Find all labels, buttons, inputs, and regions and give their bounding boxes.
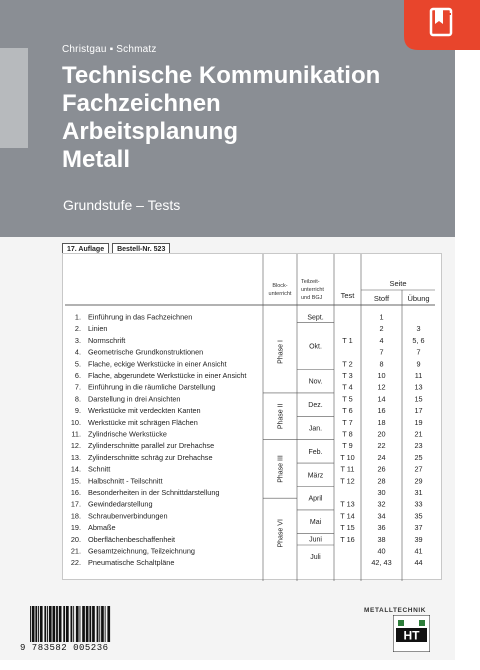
row-topic: Pneumatische Schaltpläne: [88, 558, 175, 568]
row-test: T 11: [340, 464, 355, 474]
barcode-bar: [47, 606, 48, 642]
barcode-bar: [40, 606, 43, 642]
book-title: [62, 62, 380, 174]
row-stoff: 8: [379, 359, 384, 369]
row-stoff: 2: [379, 324, 384, 334]
barcode-bar: [76, 606, 79, 642]
row-stoff: 38: [377, 534, 386, 544]
row-number: 14.: [70, 464, 81, 474]
row-uebung: 3: [416, 324, 421, 334]
header-seite: Seite: [389, 279, 407, 288]
row-uebung: 15: [414, 394, 423, 404]
barcode-bar: [30, 606, 31, 642]
barcode-bar: [97, 606, 99, 642]
publisher-logo-icon: [393, 615, 430, 652]
row-uebung: 21: [414, 429, 423, 439]
row-stoff: 18: [377, 417, 386, 427]
book-authors: Christgau ▪ Schmatz: [62, 44, 157, 55]
row-uebung: 13: [414, 382, 423, 392]
row-test: T 10: [340, 452, 355, 462]
row-uebung: 29: [414, 476, 423, 486]
row-uebung: 44: [414, 558, 423, 568]
row-topic: Schnitt: [88, 464, 111, 474]
row-stoff: 7: [379, 347, 384, 357]
contents-table: [62, 253, 442, 580]
barcode-bar: [80, 606, 81, 642]
header-teilzeit: unterricht: [301, 287, 324, 293]
row-number: 12.: [70, 441, 81, 451]
title-line: Technische Kommunikation: [62, 62, 381, 89]
month-label: Feb.: [308, 448, 323, 456]
row-test: T 15: [340, 523, 355, 533]
row-uebung: 37: [414, 523, 423, 533]
row-number: 19.: [70, 523, 81, 533]
month-label: April: [308, 495, 323, 503]
reader-share-icon[interactable]: [404, 0, 480, 50]
row-topic: Darstellung in drei Ansichten: [88, 394, 181, 404]
row-topic: Gesamtzeichnung, Teilzeichnung: [88, 546, 195, 556]
barcode-bar: [101, 606, 104, 642]
row-number: 7.: [74, 382, 81, 392]
row-uebung: 23: [414, 441, 423, 451]
month-label: März: [307, 472, 324, 480]
row-topic: Werkstücke mit schrägen Flächen: [88, 417, 198, 427]
row-uebung: 7: [416, 347, 421, 357]
row-number: 22.: [70, 558, 81, 568]
row-uebung: 35: [414, 511, 423, 521]
row-topic: Gewindedarstellung: [88, 499, 153, 509]
phase-label: Phase II: [277, 403, 285, 430]
row-uebung: 17: [414, 406, 423, 416]
month-label: Juni: [309, 536, 322, 544]
row-number: 5.: [74, 359, 81, 369]
row-stoff: 14: [377, 394, 386, 404]
edition-badge: 17. Auflage: [62, 243, 109, 256]
row-test: T 13: [340, 499, 355, 509]
row-stoff: 16: [377, 406, 386, 416]
title-line: Arbeitsplanung: [62, 118, 239, 145]
header-teilzeit: Teilzeit-: [301, 279, 320, 285]
phase-label: Phase I: [277, 340, 285, 364]
barcode-bar: [89, 606, 91, 642]
barcode-bar: [82, 606, 85, 642]
row-topic: Flache, eckige Werkstücke in einer Ansicht: [88, 359, 227, 369]
row-number: 2.: [74, 324, 81, 334]
row-stoff: 30: [377, 488, 386, 497]
row-topic: Halbschnitt - Teilschnitt: [88, 476, 163, 486]
barcode-bar: [105, 606, 106, 642]
row-uebung: 25: [414, 452, 423, 462]
barcode-bar: [44, 606, 46, 642]
barcode-bar: [66, 606, 69, 642]
barcode-bar: [38, 606, 39, 642]
barcode-bar: [71, 606, 73, 642]
row-stoff: 28: [377, 476, 386, 486]
row-number: 10.: [70, 417, 81, 427]
row-stoff: 26: [377, 464, 386, 474]
row-number: 4.: [74, 347, 81, 357]
row-topic: Schraubenverbindungen: [88, 511, 168, 521]
month-label: Dez.: [308, 402, 323, 410]
row-topic: Geometrische Grundkonstruktionen: [88, 347, 204, 357]
header-block: unterricht: [268, 291, 292, 297]
row-test: T 6: [342, 406, 353, 416]
header-test: Test: [340, 291, 355, 300]
barcode-bar: [92, 606, 95, 642]
barcode-bar: [73, 606, 74, 642]
row-stoff: 4: [379, 335, 384, 345]
month-label: Nov.: [308, 378, 323, 386]
row-stoff: 34: [377, 511, 386, 521]
row-test: T 2: [342, 359, 353, 369]
row-test: T 14: [340, 511, 355, 521]
row-test: T 8: [342, 429, 353, 439]
row-number: 8.: [74, 394, 81, 404]
row-topic: Zylindrische Werkstücke: [88, 429, 167, 439]
row-test: T 4: [342, 382, 353, 392]
barcode-bar: [63, 606, 65, 642]
row-number: 21.: [70, 546, 81, 556]
phase-label: Phase VI: [277, 519, 285, 548]
row-topic: Werkstücke mit verdeckten Kanten: [88, 406, 201, 416]
barcode-bar: [56, 606, 58, 642]
row-number: 15.: [70, 476, 81, 486]
order-number-badge: Bestell-Nr. 523: [112, 243, 170, 256]
title-line: Metall: [62, 146, 131, 173]
barcode-bar: [53, 606, 56, 642]
row-uebung: 9: [416, 359, 421, 369]
row-number: 16.: [70, 488, 81, 497]
month-label: Jan.: [308, 425, 323, 433]
row-topic: Abmaße: [88, 523, 116, 533]
row-stoff: 40: [377, 546, 386, 556]
row-uebung: 19: [414, 417, 423, 427]
barcode: [28, 606, 134, 642]
barcode-bar: [35, 606, 37, 642]
title-line: Fachzeichnen: [62, 90, 221, 117]
row-stoff: 22: [377, 441, 386, 451]
barcode-bar: [99, 606, 100, 642]
row-stoff: 36: [377, 523, 386, 533]
row-topic: Linien: [88, 324, 108, 334]
row-test: T 7: [342, 417, 353, 427]
row-test: T 3: [342, 371, 353, 380]
logo-text: HT: [403, 628, 420, 643]
row-uebung: 33: [414, 499, 423, 509]
month-label: Sept.: [307, 314, 324, 322]
barcode-bar: [86, 606, 89, 642]
row-topic: Einführung in das Fachzeichnen: [88, 312, 193, 322]
row-test: T 16: [340, 534, 355, 544]
row-number: 20.: [70, 534, 81, 544]
row-number: 6.: [74, 371, 81, 380]
month-label: Mai: [309, 519, 322, 527]
header-uebung: Übung: [407, 294, 430, 303]
header-stoff: Stoff: [373, 294, 390, 303]
row-stoff: 1: [379, 312, 384, 322]
row-uebung: 31: [414, 488, 423, 497]
row-stoff: 12: [377, 382, 386, 392]
row-uebung: 41: [414, 546, 423, 556]
barcode-bar: [59, 606, 62, 642]
row-topic: Einführung in die räumliche Darstellung: [88, 382, 216, 392]
row-number: 18.: [70, 511, 81, 521]
month-label: Okt.: [309, 343, 322, 351]
row-number: 17.: [70, 499, 81, 509]
cover-accent-strip: [0, 48, 28, 148]
row-stoff: 10: [377, 371, 386, 380]
row-test: T 5: [342, 394, 353, 404]
row-number: 11.: [71, 429, 81, 439]
isbn-digits: 9 783582 005236: [20, 643, 109, 653]
barcode-bar: [49, 606, 52, 642]
row-number: 1.: [74, 312, 81, 322]
contents-table-graphic: [63, 254, 443, 581]
row-uebung: 39: [414, 534, 423, 544]
row-topic: Besonderheiten in der Schnittdarstellung: [88, 488, 220, 497]
series-label: METALLTECHNIK: [364, 607, 427, 614]
row-stoff: 20: [377, 429, 386, 439]
row-stoff: 32: [377, 499, 386, 509]
row-test: T 1: [342, 335, 353, 345]
row-uebung: 5, 6: [412, 335, 425, 345]
row-test: T 9: [342, 441, 353, 451]
barcode-bar: [32, 606, 35, 642]
barcode-bar: [107, 606, 110, 642]
row-topic: Flache, abgerundete Werkstücke in einer Ansicht: [88, 371, 247, 380]
row-test: T 12: [340, 476, 355, 486]
row-number: 3.: [74, 335, 81, 345]
book-subtitle: Grundstufe – Tests: [63, 197, 181, 213]
row-uebung: 27: [414, 464, 423, 474]
row-topic: Oberflächenbeschaffenheit: [88, 534, 176, 544]
header-teilzeit: und BGJ: [301, 295, 323, 301]
row-topic: Zylinderschnitte schräg zur Drehachse: [88, 452, 213, 462]
header-block: Block-: [272, 283, 288, 289]
row-stoff: 24: [377, 452, 386, 462]
row-stoff: 42, 43: [371, 558, 392, 568]
row-topic: Zylinderschnitte parallel zur Drehachse: [88, 441, 215, 451]
row-number: 9.: [74, 406, 81, 416]
row-topic: Normschrift: [88, 335, 126, 345]
row-number: 13.: [70, 452, 81, 462]
row-uebung: 11: [414, 371, 423, 380]
phase-label: Phase III: [277, 455, 285, 483]
month-label: Juli: [310, 554, 321, 562]
